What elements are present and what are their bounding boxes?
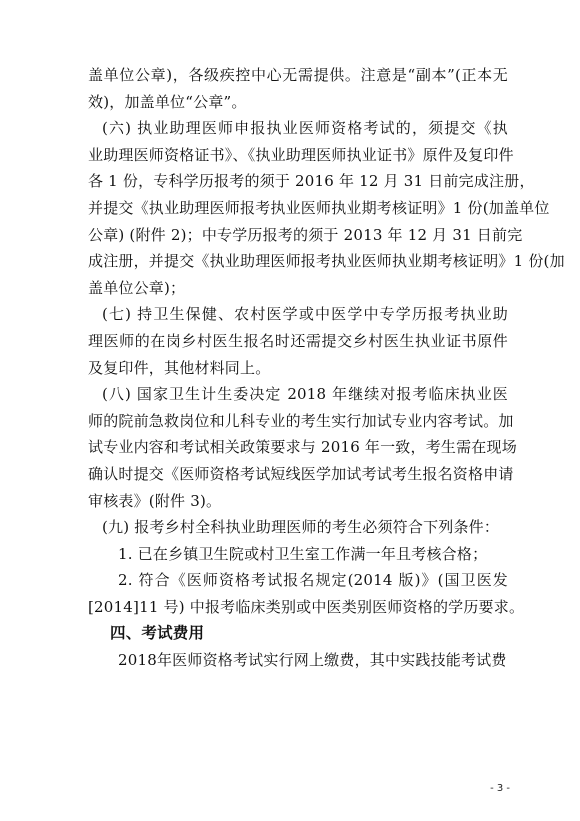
text-line: 公章) (附件 2)；中专学历报考的须于 2013 年 12 月 31 日前完 xyxy=(88,225,523,244)
text-line: 确认时提交《医师资格考试短线医学加试考试考生报名资格申请 xyxy=(88,464,514,483)
section-heading: 四、考试费用 xyxy=(110,624,205,643)
text-line: 效)，加盖单位“公章”。 xyxy=(88,92,247,111)
text-line: 及复印件，其他材料同上。 xyxy=(88,358,271,377)
text-line: 试专业内容和考试相关政策要求与 2016 年一致，考生需在现场 xyxy=(88,438,517,457)
text-line: 审核表》(附件 3)。 xyxy=(88,491,222,510)
text-line: 成注册，并提交《执业助理医师报考执业医师执业期考核证明》1 份(加 xyxy=(88,252,565,271)
text-line: 师的院前急救岗位和儿科专业的考生实行加试专业内容考试。加 xyxy=(88,411,514,430)
text-line: 2018年医师资格考试实行网上缴费，其中实践技能考试费 xyxy=(118,651,507,670)
text-line: 并提交《执业助理医师报考执业医师执业期考核证明》1 份(加盖单位 xyxy=(88,198,550,217)
paragraph-item-9: (九) 报考乡村全科执业助理医师的考生必须符合下列条件： xyxy=(102,518,500,537)
text-line: 各 1 份，专科学历报考的须于 2016 年 12 月 31 日前完成注册， xyxy=(88,172,535,191)
text-line: 理医师的在岗乡村医生报名时还需提交乡村医生执业证书原件 xyxy=(88,331,508,350)
text-line: 盖单位公章)，各级疾控中心无需提供。注意是“副本”(正本无 xyxy=(88,66,508,84)
condition-item-1: 1. 已在乡镇卫生院或村卫生室工作满一年且考核合格； xyxy=(118,544,488,563)
paragraph-item-8: (八) 国家卫生计生委决定 2018 年继续对报考临床执业医 xyxy=(102,385,508,404)
text-line: 盖单位公章)； xyxy=(88,278,186,297)
paragraph-item-7: (七) 持卫生保健、农村医学或中医学中专学历报考执业助 xyxy=(102,305,508,324)
paragraph-item-6: (六) 执业助理医师申报执业医师资格考试的，须提交《执 xyxy=(102,119,508,138)
page-number: - 3 - xyxy=(490,783,510,794)
document-body xyxy=(88,62,565,674)
text-line: [2014]11 号) 中报考临床类别或中医类别医师资格的学历要求。 xyxy=(88,597,525,616)
condition-item-2: 2. 符合《医师资格考试报名规定(2014 版)》(国卫医发 xyxy=(118,571,508,590)
text-line: 业助理医师资格证书》、《执业助理医师执业证书》原件及复印件 xyxy=(88,145,514,164)
